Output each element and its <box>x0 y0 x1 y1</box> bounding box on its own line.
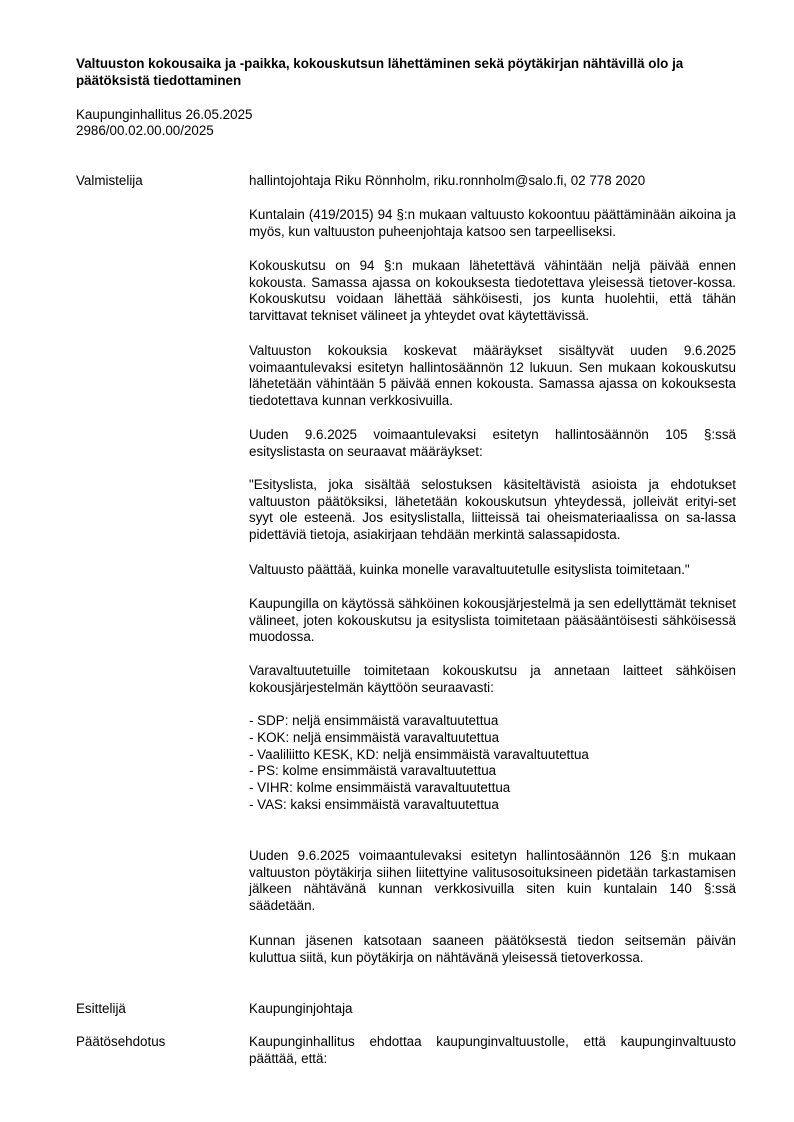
list-item: - VIHR: kolme ensimmäistä varavaltuutettua <box>249 780 511 796</box>
paragraph-4: Uuden 9.6.2025 voimaantulevaksi esitetyn hallintosäännön 105 §:ssä esityslistasta on seuraavat määräykset: <box>249 427 736 459</box>
presenter-label: Esittelijä <box>76 1001 126 1016</box>
proposal-value: Kaupunginhallitus ehdottaa kaupunginvaltuustolle, että kaupunginvaltuusto päättää, että: <box>249 1034 736 1066</box>
presenter-value: Kaupunginjohtaja <box>249 1001 353 1016</box>
paragraph-7: Kaupungilla on käytössä sähköinen kokousjärjestelmä ja sen edellyttämät tekniset välineet, joten kokouskutsu ja esityslista toimitetaan pääsääntöisesti sähköisessä muodossa. <box>249 596 736 645</box>
list-item: - Vaaliliitto KESK, KD: neljä ensimmäistä varavaltuutettua <box>249 746 589 762</box>
paragraph-3: Valtuuston kokouksia koskevat määräykset sisältyvät uuden 9.6.2025 voimaantulevaksi esitetyn hallintosäännön 12 lukuun. Sen mukaan kokouskutsu lähetetään vähintään 5 päivää ennen kokousta. Samassa ajassa on kokouksesta tiedotettava kunnan verkkosivuilla. <box>249 343 736 408</box>
preparer-label: Valmistelija <box>76 173 143 188</box>
reference-number: 2986/00.02.00.00/2025 <box>76 123 214 138</box>
paragraph-10: Kunnan jäsenen katsotaan saaneen päätöksestä tiedon seitsemän päivän kuluttua siitä, kun pöytäkirja on nähtävänä yleisessä tietoverkossa. <box>249 933 736 965</box>
document-title: Valtuuston kokousaika ja -paikka, kokouskutsun lähettäminen sekä pöytäkirjan nähtävillä olo ja päätöksistä tiedottaminen <box>76 56 684 88</box>
meeting-info: Kaupunginhallitus 26.05.2025 <box>76 107 253 122</box>
paragraph-8: Varavaltuutetuille toimitetaan kokouskutsu ja annetaan laitteet sähköisen kokousjärjestelmän käyttöön seuraavasti: <box>249 663 736 695</box>
list-item: - SDP: neljä ensimmäistä varavaltuutettua <box>249 713 499 728</box>
paragraph-2: Kokouskutsu on 94 §:n mukaan lähetettävä vähintään neljä päivää ennen kokousta. Samassa ajassa on kokouksesta tiedotettava yleisessä tietover-kossa. Kokouskutsu voidaan lähettää sähköisesti, jos kunta huolehtii, että tähän tarvittavat tekniset välineet ja yhteydet ovat käytettävissä. <box>249 258 736 323</box>
paragraph-6: Valtuusto päättää, kuinka monelle varavaltuutetulle esityslista toimitetaan." <box>249 562 690 577</box>
list-item: - KOK: neljä ensimmäistä varavaltuutettua <box>249 729 500 745</box>
paragraph-5: "Esityslista, joka sisältää selostuksen käsiteltävistä asioista ja ehdotukset valtuuston päätöksiksi, lähetetään kokouskutsun yhteydessä, jolleivät erityi-set syyt ole esteenä. Jos esityslistalla, liitteissä tai oheismateriaalissa on sa-lassa pidettäviä tietoja, asiakirjaan tehdään merkintä salassapidosta. <box>249 477 736 542</box>
paragraph-1: Kuntalain (419/2015) 94 §:n mukaan valtuusto kokoontuu päättäminään aikoina ja myös, kun valtuuston puheenjohtaja katsoo sen tarpeelliseksi. <box>249 207 736 239</box>
paragraph-9: Uuden 9.6.2025 voimaantulevaksi esitetyn hallintosäännön 126 §:n mukaan valtuuston pöytäkirja siihen liitettyine valitusosoituksineen pidetään tarkastamisen jälkeen nähtävänä kunnan verkkosivuilla siten kuin kuntalain 140 §:ssä säädetään. <box>249 848 736 913</box>
proposal-label: Päätösehdotus <box>76 1034 166 1049</box>
list-item: - PS: kolme ensimmäistä varavaltuutettua <box>249 763 497 779</box>
preparer-value: hallintojohtaja Riku Rönnholm, riku.ronnholm@salo.fi, 02 778 2020 <box>249 173 646 188</box>
list-item: - VAS: kaksi ensimmäistä varavaltuutettua <box>249 796 499 812</box>
substitute-list <box>249 713 736 814</box>
